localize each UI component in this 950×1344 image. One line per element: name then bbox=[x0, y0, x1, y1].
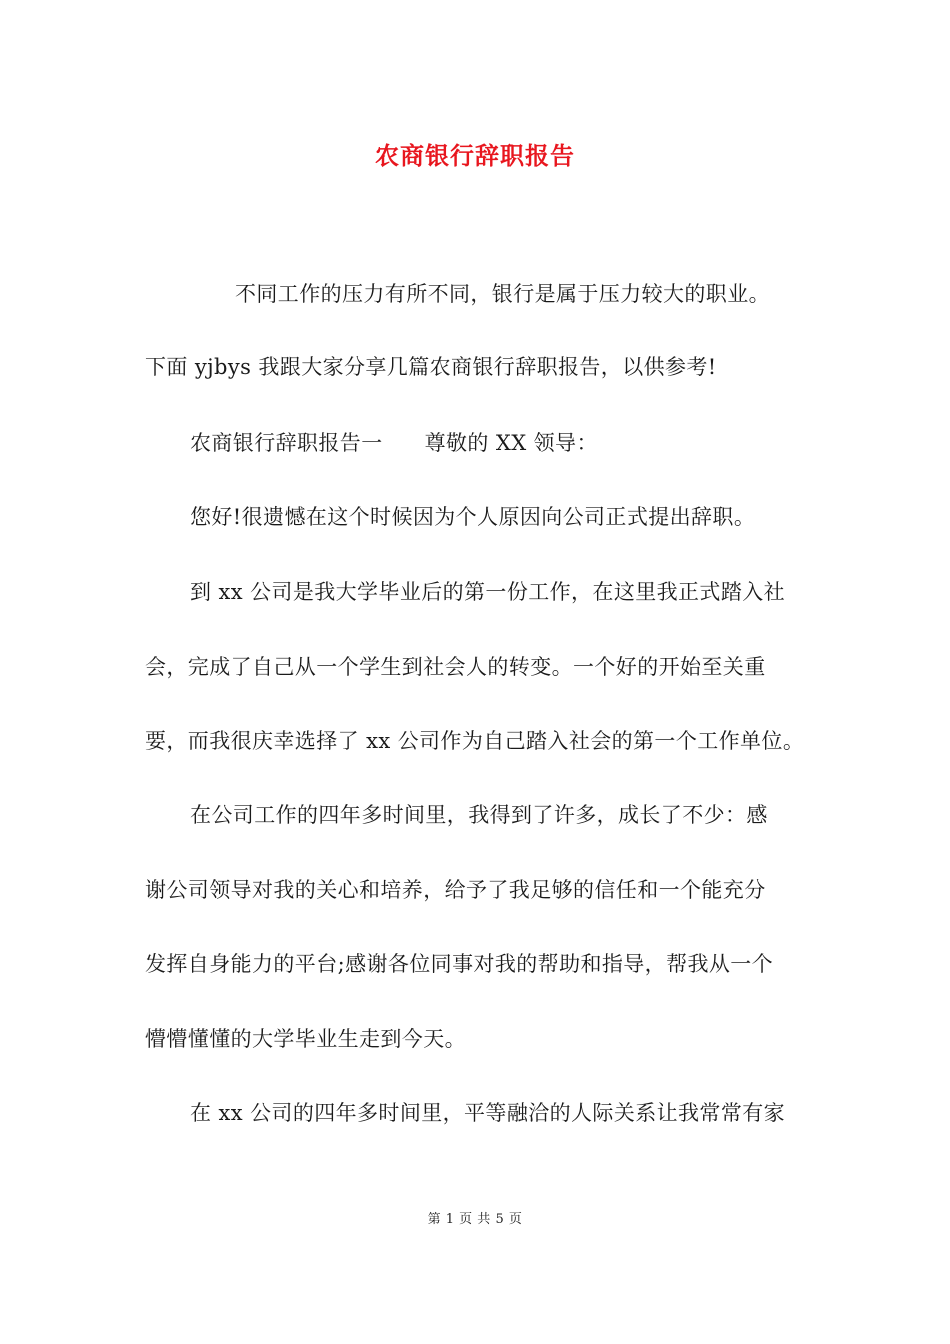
paragraph-line: 在公司工作的四年多时间里，我得到了许多，成长了不少：感 bbox=[190, 803, 768, 827]
paragraph-line: 下面 yjbys 我跟大家分享几篇农商银行辞职报告，以供参考! bbox=[145, 355, 717, 379]
paragraph-line: 不同工作的压力有所不同，银行是属于压力较大的职业。 bbox=[235, 282, 770, 306]
paragraph-line: 要，而我很庆幸选择了 xx 公司作为自己踏入社会的第一个工作单位。 bbox=[145, 729, 805, 753]
document-title: 农商银行辞职报告 bbox=[375, 141, 575, 170]
paragraph-line: 在 xx 公司的四年多时间里，平等融洽的人际关系让我常常有家 bbox=[190, 1101, 786, 1125]
salutation: 尊敬的 XX 领导： bbox=[424, 431, 598, 455]
paragraph-line: 到 xx 公司是我大学毕业后的第一份工作，在这里我正式踏入社 bbox=[190, 580, 786, 604]
section-heading: 农商银行辞职报告一 bbox=[190, 431, 383, 455]
page-footer: 第 1 页 共 5 页 bbox=[427, 1212, 523, 1227]
paragraph-line: 会，完成了自己从一个学生到社会人的转变。一个好的开始至关重 bbox=[145, 655, 766, 679]
paragraph-line: 发挥自身能力的平台;感谢各位同事对我的帮助和指导，帮我从一个 bbox=[145, 952, 774, 976]
section-heading-line bbox=[145, 428, 860, 458]
paragraph-line: 懵懵懂懂的大学毕业生走到今天。 bbox=[145, 1027, 466, 1051]
paragraph-line: 谢公司领导对我的关心和培养，给予了我足够的信任和一个能充分 bbox=[145, 878, 766, 902]
paragraph-line: 您好!很遗憾在这个时候因为个人原因向公司正式提出辞职。 bbox=[190, 505, 756, 529]
